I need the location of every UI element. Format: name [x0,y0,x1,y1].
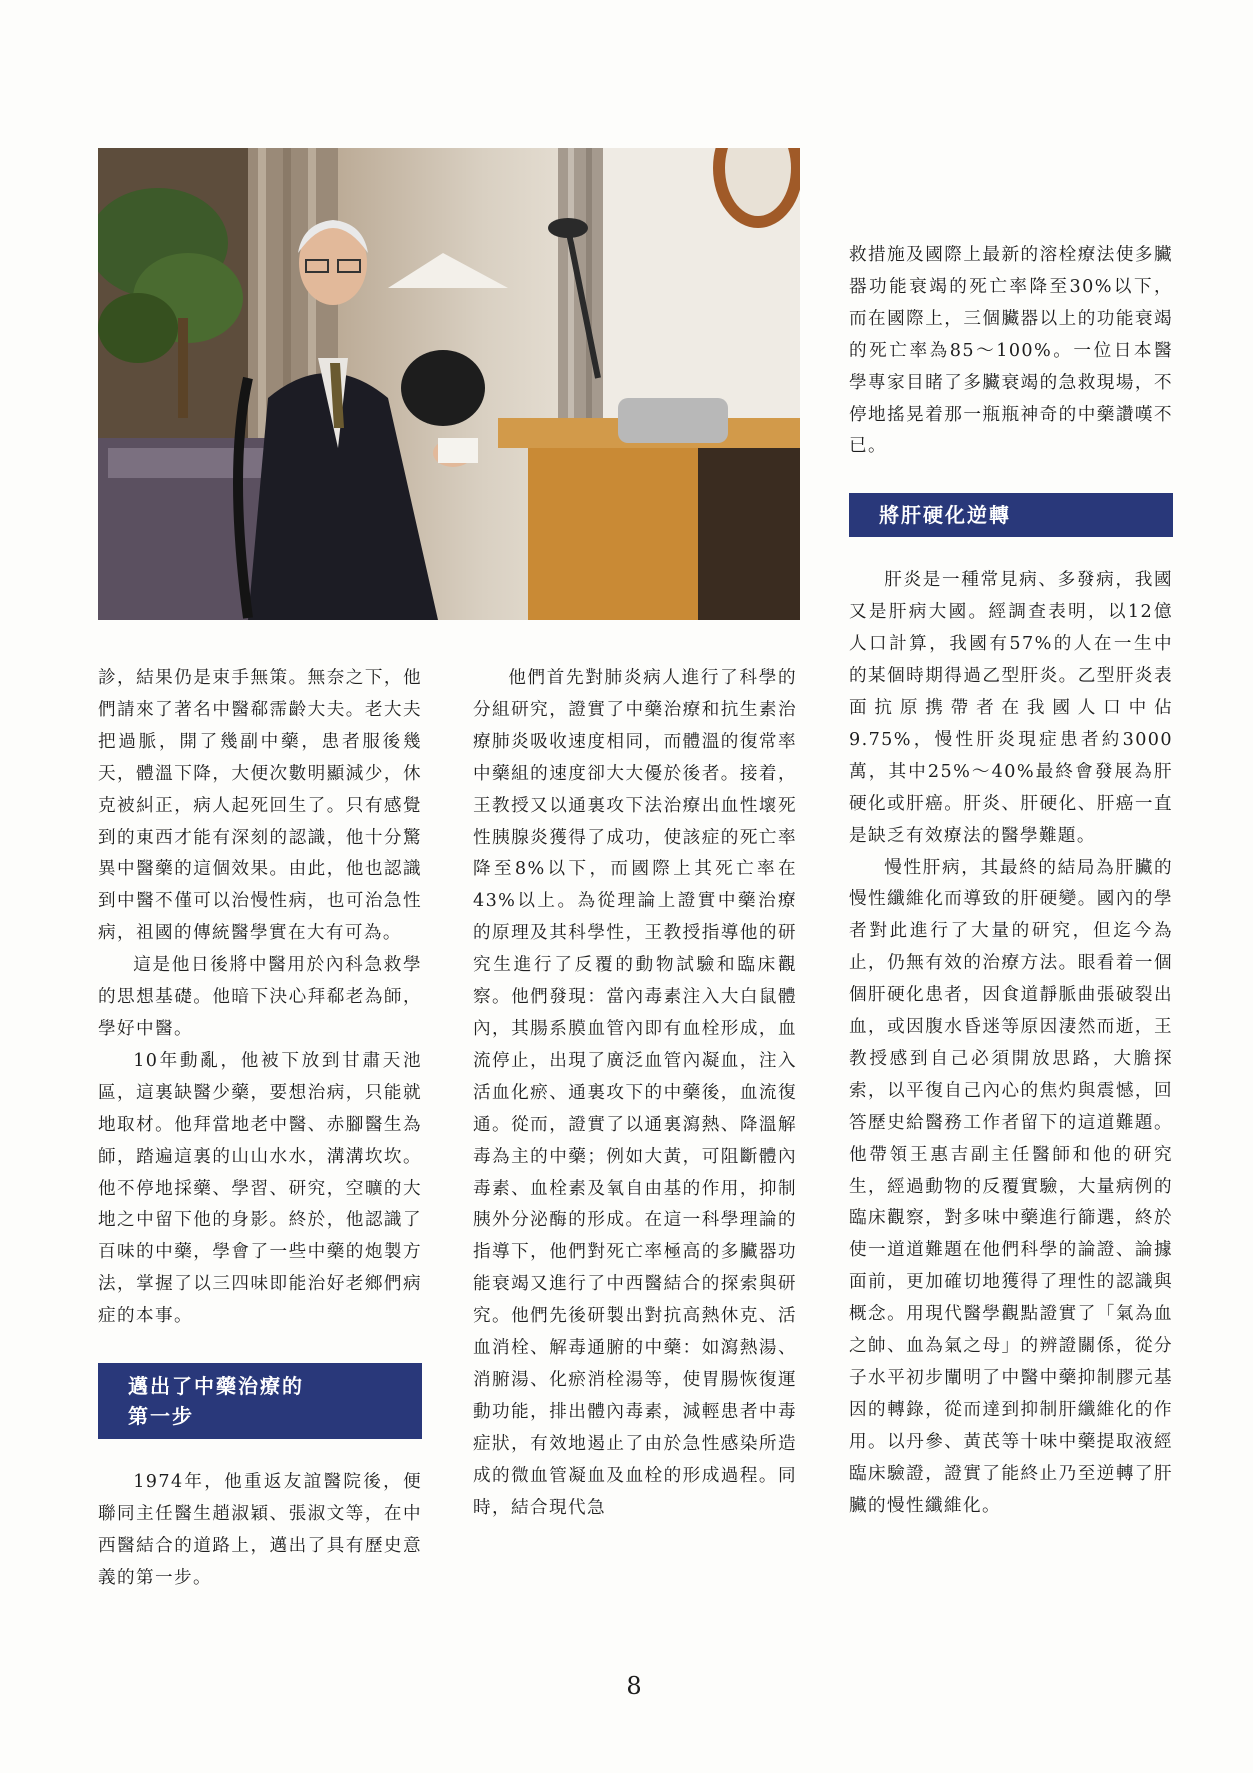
col3-paragraph-1: 救措施及國際上最新的溶栓療法使多臟器功能衰竭的死亡率降至30%以下，而在國際上，三個臟器以上的功能衰竭的死亡率為85～100%。一位日本醫學專家目睹了多臟衰竭的急救現場，不停地搖晃着那一瓶瓶神奇的中藥讚嘆不已。 [849,245,1173,457]
col1-paragraph-4: 1974年，他重返友誼醫院後，便聯同主任醫生趙淑穎、張淑文等，在中西醫結合的道路上，邁出了具有歷史意義的第一步。 [98,1472,422,1588]
col1-paragraph-1: 診，結果仍是束手無策。無奈之下，他們請來了著名中醫郗霈齡大夫。老大夫把過脈，開了幾副中藥，患者服後幾天，體溫下降，大便次數明顯減少，休克被糾正，病人起死回生了。只有感覺到的東西才能有深刻的認識，他十分驚異中醫藥的這個效果。由此，他也認識到中醫不僅可以治慢性病，也可治急性病，祖國的傳統醫學實在大有可為。 [98,668,422,944]
col3-paragraph-3: 慢性肝病，其最終的結局為肝臟的慢性纖維化而導致的肝硬變。國內的學者對此進行了大量的研究，但迄今為止，仍無有效的治療方法。眼看着一個個肝硬化患者，因食道靜脈曲張破裂出血，或因腹水昏迷等原因淒然而逝，王教授感到自己必須開放思路，大膽探索，以平復自己內心的焦灼與震憾，回答歷史給醫務工作者留下的這道難題。他帶領王惠吉副主任醫師和他的研究生，經過動物的反覆實驗，大量病例的臨床觀察，對多味中藥進行篩選，終於使一道道難題在他們科學的論證、論據面前，更加確切地獲得了理性的認識與概念。用現代醫學觀點證實了「氣為血之帥、血為氣之母」的辨證關係，從分子水平初步闡明了中醫中藥抑制膠元基因的轉錄，從而達到抑制肝纖維化的作用。以丹參、黃芪等十味中藥提取液經臨床驗證，證實了能終止乃至逆轉了肝臟的慢性纖維化。 [849,857,1173,1516]
section-heading-line-1: 邁出了中藥治療的 [128,1374,304,1399]
page-number: 8 [626,1672,642,1700]
column-2 [473,663,797,1524]
interview-photo [98,148,800,620]
photo-illustration [98,148,800,620]
section-heading-line-2: 第一步 [128,1404,194,1429]
col1-paragraph-3: 10年動亂，他被下放到甘肅天池區，這裏缺醫少藥，要想治病，只能就地取材。他拜當地老中醫、赤腳醫生為師，踏遍這裏的山山水水，溝溝坎坎。他不停地採藥、學習、研究，空曠的大地之中留下他的身影。終於，他認識了百味的中藥，學會了一些中藥的炮製方法，掌握了以三四味即能治好老鄉們病症的本事。 [98,1050,422,1327]
column-3 [849,240,1173,1523]
section-heading-liver: 將肝硬化逆轉 [849,493,1173,537]
col2-paragraph-1: 他們首先對肺炎病人進行了科學的分組研究，證實了中藥治療和抗生素治療肺炎吸收速度相同，而體溫的復常率中藥組的速度卻大大優於後者。接着，王教授又以通裏攻下法治療出血性壞死性胰腺炎獲得了成功，使該症的死亡率降至8%以下，而國際上其死亡率在43%以上。為從理論上證實中藥治療的原理及其科學性，王教授指導他的研究生進行了反覆的動物試驗和臨床觀察。他們發現：當內毒素注入大白鼠體內，其腸系膜血管內即有血栓形成，血流停止，出現了廣泛血管內凝血，注入活血化瘀、通裏攻下的中藥後，血流復通。從而，證實了以通裏瀉熱、降溫解毒為主的中藥；例如大黃，可阻斷體內毒素、血栓素及氧自由基的作用，抑制胰外分泌酶的形成。在這一科學理論的指導下，他們對死亡率極高的多臟器功能衰竭又進行了中西醫結合的探索與研究。他們先後研製出對抗高熱休克、活血消栓、解毒通腑的中藥：如瀉熱湯、消腑湯、化瘀消栓湯等，使胃腸恢復運動功能，排出體內毒素，減輕患者中毒症狀，有效地遏止了由於急性感染所造成的微血管凝血及血栓的形成過程。同時，結合現代急 [473,668,797,1518]
section-heading-first-step [98,1363,422,1439]
column-1 [98,663,422,1595]
col1-paragraph-2: 這是他日後將中醫用於內科急救學的思想基礎。他暗下決心拜郗老為師，學好中醫。 [98,955,422,1039]
col3-paragraph-2: 肝炎是一種常見病、多發病，我國又是肝病大國。經調查表明，以12億人口計算，我國有57%的人在一生中的某個時期得過乙型肝炎。乙型肝炎表面抗原携帶者在我國人口中佔9.75%，慢性肝炎現症患者約3000萬，其中25%～40%最終會發展為肝硬化或肝癌。肝炎、肝硬化、肝癌一直是缺乏有效療法的醫學難題。 [849,570,1173,846]
